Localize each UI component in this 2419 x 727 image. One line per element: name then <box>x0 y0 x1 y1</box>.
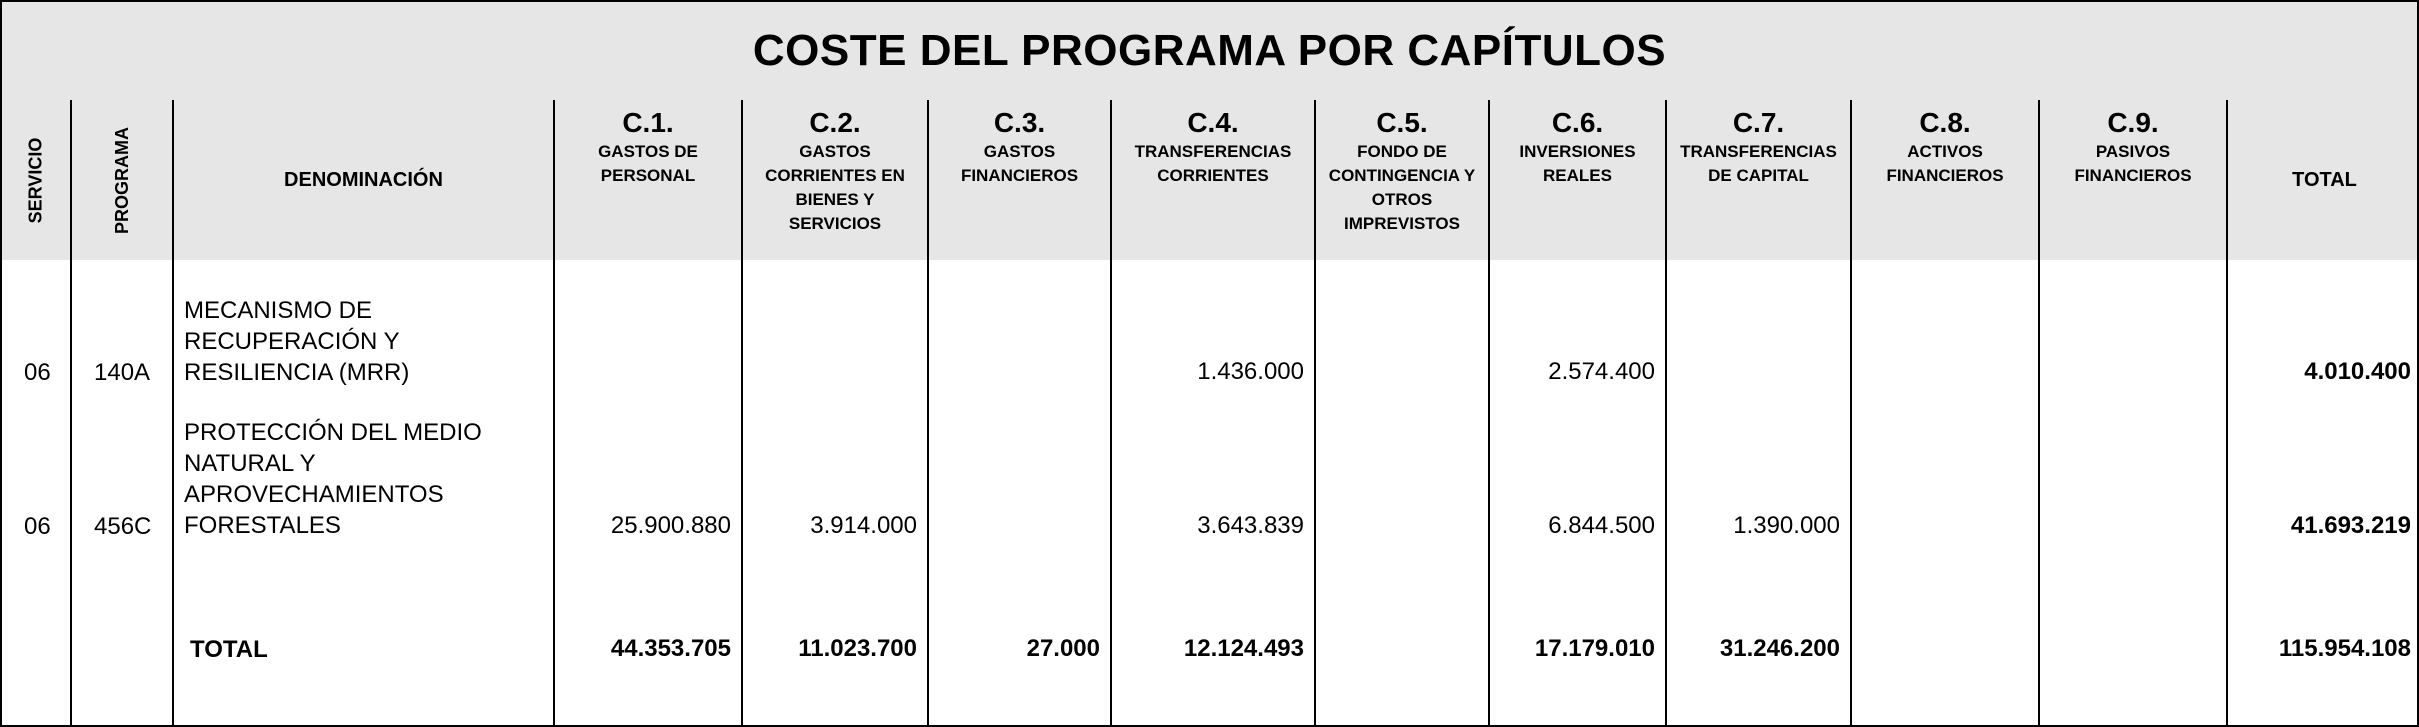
row-value-c4: 3.643.839 <box>1197 512 1304 539</box>
column-divider <box>2038 100 2040 727</box>
row-programa: 140A <box>94 359 151 386</box>
column-divider <box>1110 100 1112 727</box>
header-c9: C.9. PASIVOS FINANCIEROS <box>2074 107 2192 185</box>
row-total: 41.693.219 <box>2290 512 2411 539</box>
column-divider <box>1665 100 1667 727</box>
header-denominacion: DENOMINACIÓN <box>284 168 443 191</box>
column-divider <box>1488 100 1490 727</box>
totals-value-c7: 31.246.200 <box>1719 635 1840 662</box>
header-c4: C.4. TRANSFERENCIAS CORRIENTES <box>1134 107 1292 185</box>
header-total: TOTAL <box>2292 168 2357 191</box>
totals-value-c2: 11.023.700 <box>798 635 917 662</box>
header-c8: C.8. ACTIVOS FINANCIEROS <box>1886 107 2004 185</box>
header-c6: C.6. INVERSIONES REALES <box>1519 107 1636 185</box>
row-denominacion: PROTECCIÓN DEL MEDIO NATURAL Y APROVECHAMIENTOS FORESTALES <box>184 419 482 539</box>
header-servicio: SERVICIO <box>25 137 46 223</box>
column-divider <box>1850 100 1852 727</box>
row-total: 4.010.400 <box>2304 358 2411 385</box>
row-servicio: 06 <box>24 359 51 386</box>
totals-value-c3: 27.000 <box>1026 635 1100 662</box>
totals-label: TOTAL <box>190 636 268 663</box>
row-value-c7: 1.390.000 <box>1733 512 1840 539</box>
header-c2: C.2. GASTOS CORRIENTES EN BIENES Y SERVICIOS <box>765 107 905 233</box>
totals-value-c1: 44.353.705 <box>610 635 731 662</box>
header-c7: C.7. TRANSFERENCIAS DE CAPITAL <box>1680 107 1837 185</box>
row-servicio: 06 <box>24 513 51 540</box>
header-programa: PROGRAMA <box>111 126 132 234</box>
row-programa: 456C <box>94 513 152 540</box>
row-value-c6: 6.844.500 <box>1548 512 1655 539</box>
totals-grand-total: 115.954.108 <box>2278 635 2411 662</box>
row-value-c1: 25.900.880 <box>610 512 731 539</box>
row-denominacion: MECANISMO DE RECUPERACIÓN Y RESILIENCIA (MRR) <box>184 297 410 386</box>
totals-value-c4: 12.124.493 <box>1183 635 1304 662</box>
page-title: COSTE DEL PROGRAMA POR CAPÍTULOS <box>752 26 1667 75</box>
header-c3: C.3. GASTOS FINANCIEROS <box>960 107 1079 185</box>
header-c1: C.1. GASTOS DE PERSONAL <box>598 107 698 185</box>
title-bar <box>2 2 2417 100</box>
header-c5: C.5. FONDO DE CONTINGENCIA Y OTROS IMPREVISTOS <box>1328 107 1476 233</box>
totals-value-c6: 17.179.010 <box>1534 635 1655 662</box>
row-value-c6: 2.574.400 <box>1548 358 1655 385</box>
column-divider <box>927 100 929 727</box>
row-value-c4: 1.436.000 <box>1197 358 1304 385</box>
column-divider <box>553 100 555 727</box>
row-value-c2: 3.914.000 <box>810 512 917 539</box>
